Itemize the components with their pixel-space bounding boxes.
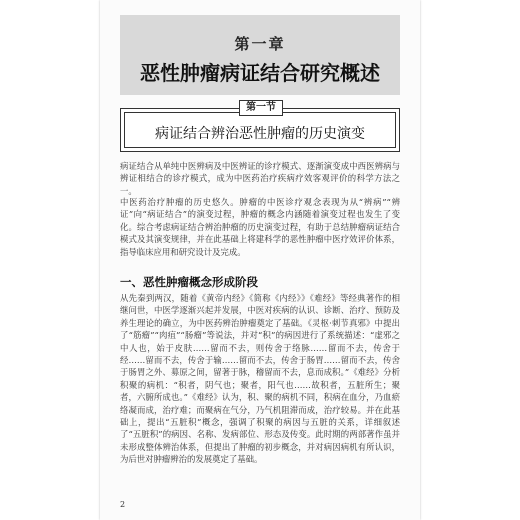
chapter-banner <box>120 15 400 95</box>
book-page <box>100 0 420 520</box>
chapter-number: 第一章 <box>234 35 286 53</box>
subheading: 一、恶性肿瘤概念形成阶段 <box>120 275 258 289</box>
section-title: 病证结合辨治恶性肿瘤的历史演变 <box>155 126 365 142</box>
paragraph-intro: 病证结合从单纯中医辨病及中医辨证的诊疗模式、逐渐演变成中西医辨病与辨证相结合的诊疗模式，成为中医药治疗疾病疗效客观评价的科学方法之一。 <box>120 161 400 196</box>
page-number: 2 <box>120 500 126 509</box>
chapter-title: 恶性肿瘤病证结合研究概述 <box>140 61 380 85</box>
paragraph-concept-formation: 从先秦到两汉，随着《黄帝内经》《简称《内经》》《难经》等经典著作的相继问世，中医学逐渐兴起并发展，中医对疾病的认识、诊断、治疗、预防及养生理论的确立，为中医药辨治肿瘤奠定了基础。《灵枢·刺节真邪》中提出了“筋瘤”“肉疽”“肠瘤”等说法，并对“积”的病因进行了系统描述：“虚邪之中人也，始于皮肤……留而不去，则传舍于络脉……留而不去，传舍于经……留而不去，传舍于输……留而不去，传舍于肠胃……留而不去，传舍于肠胃之外、募原之间，留著于脉，稽留而不去，息而成积。”《难经》分析积聚的病机：“积者，阴气也；聚者，阳气也……故积者，五脏所生；聚者，六腑所成也。”《难经》认为，积、聚的病机不同，积病在血分，乃血瘀络凝而成，治疗难；而聚病在气分，乃气机阻滞而成，治疗较易。并在此基础上，提出“五脏积”概念，强调了积聚的病因与五脏的关系，详细叙述了“五脏积”的病因、名称、发病部位、形态及传变。此时期的两部著作虽并未形成整体辨治体系，但提出了肿瘤的初步概念，并对病因病机有所认识，为后世对肿瘤辨治的发展奠定了基础。 <box>120 293 400 465</box>
section-number: 第一节 <box>239 100 283 116</box>
paragraph-history: 中医药治疗肿瘤的历史悠久。肿瘤的中医诊疗观念表现为从“辨病”“辨证”向“病证结合”的演变过程，肿瘤的概念内涵随着演变过程也发生了变化。综合考虑病证结合辨治肿瘤的历史演变过程，有助于总结肿瘤病证结合模式及其演变规律，并在此基础上将建科学的恶性肿瘤中医疗效评价体系，指导临床应用和研究设计及完成。 <box>120 197 400 257</box>
section-header-box <box>120 102 400 152</box>
